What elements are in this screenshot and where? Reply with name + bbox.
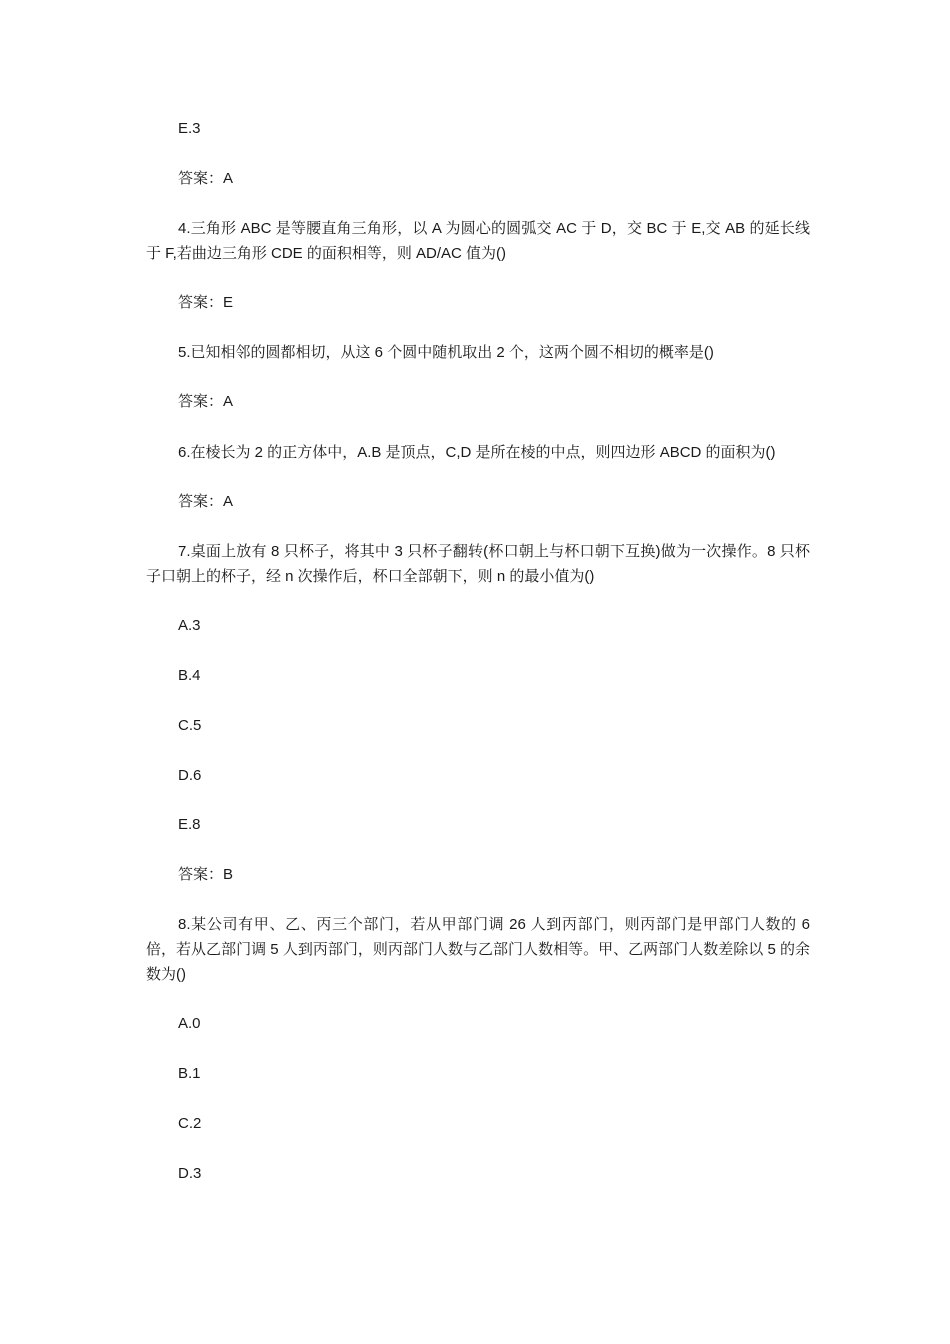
q7-answer: 答案：B bbox=[178, 866, 234, 883]
q3-answer: 答案：A bbox=[178, 170, 234, 187]
q3-option-e: E.3 bbox=[178, 120, 201, 137]
q8-option-c: C.2 bbox=[178, 1115, 202, 1132]
q6-answer: 答案：A bbox=[178, 493, 234, 510]
q4-answer: 答案：E bbox=[178, 294, 234, 311]
q7-option-a: A.3 bbox=[178, 617, 201, 634]
q6-question: 6.在棱长为 2 的正方体中，A.B 是顶点，C,D 是所在棱的中点，则四边形 ABCD 的面积为() bbox=[178, 444, 776, 461]
q7-option-d: D.6 bbox=[178, 767, 202, 784]
q8-option-b: B.1 bbox=[178, 1065, 201, 1082]
q7-option-e: E.8 bbox=[178, 816, 201, 833]
q5-question: 5.已知相邻的圆都相切，从这 6 个圆中随机取出 2 个，这两个圆不相切的概率是() bbox=[178, 344, 714, 361]
q7-option-c: C.5 bbox=[178, 717, 202, 734]
q5-answer: 答案：A bbox=[178, 393, 234, 410]
q8-option-a: A.0 bbox=[178, 1015, 201, 1032]
q7-question: 7.桌面上放有 8 只杯子，将其中 3 只杯子翻转(杯口朝上与杯口朝下互换)做为一次操作。8 只杯子口朝上的杯子，经 n 次操作后，杯口全部朝下，则 n 的最小值为() bbox=[146, 543, 810, 585]
q8-question: 8.某公司有甲、乙、丙三个部门，若从甲部门调 26 人到丙部门，则丙部门是甲部门人数的 6 倍，若从乙部门调 5 人到丙部门，则丙部门人数与乙部门人数相等。甲、乙两部门人数差除以 5 的余数为() bbox=[146, 916, 810, 983]
q4-question: 4.三角形 ABC 是等腰直角三角形，以 A 为圆心的圆弧交 AC 于 D，交 BC 于 E,交 AB 的延长线于 F,若曲边三角形 CDE 的面积相等，则 AD/AC 值为() bbox=[146, 220, 810, 262]
q8-option-d: D.3 bbox=[178, 1165, 202, 1182]
q7-option-b: B.4 bbox=[178, 667, 201, 684]
